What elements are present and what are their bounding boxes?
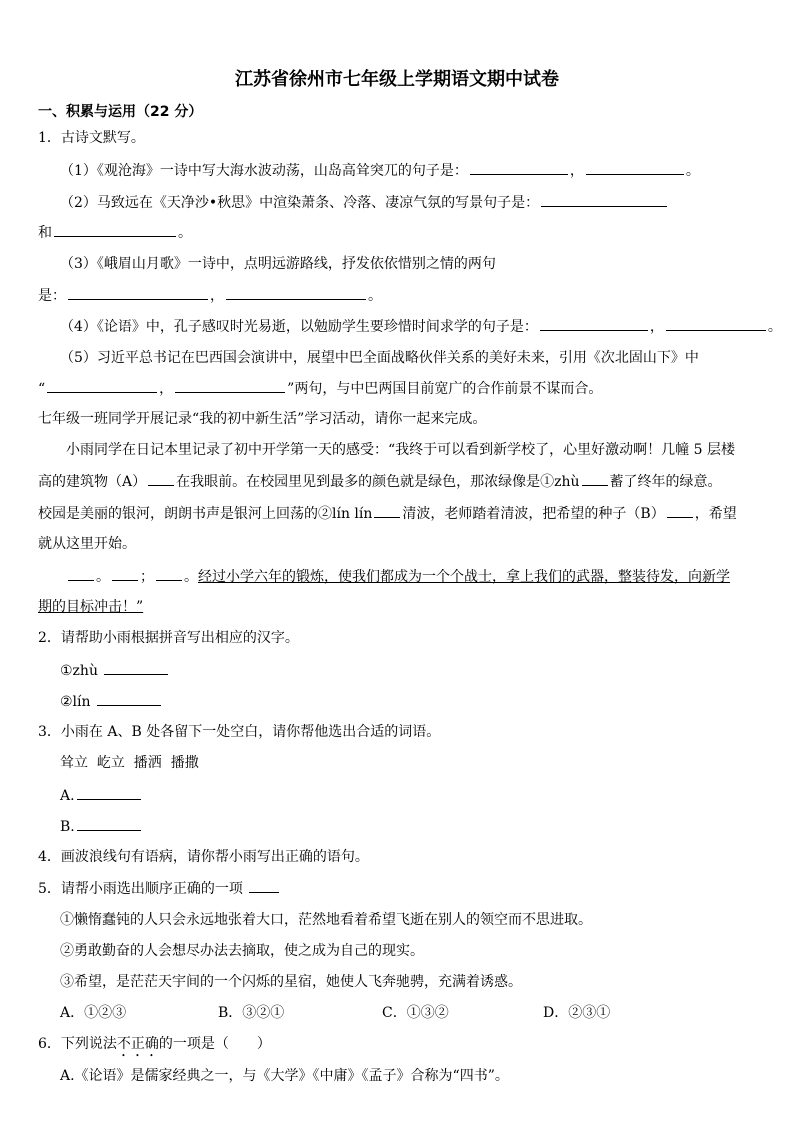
question-1-item-4: （4）《论语》中，孔子感叹时光易逝，以勉励学生要珍惜时间求学的句子是： ， 。 — [60, 316, 794, 337]
question-3-heading: 3．小雨在 A、B 处各留下一处空白，请你帮他选出合适的词语。 — [38, 724, 441, 740]
question-1-item-5-cont: “ ， ”两句，与中巴两国目前宽广的合作前景不谋而合。 — [38, 378, 794, 399]
answer-blank[interactable] — [47, 378, 157, 393]
page-title: 江苏省徐州市七年级上学期语文期中试卷 — [235, 69, 559, 90]
answer-blank[interactable] — [175, 378, 285, 393]
question-1-item-3-cont: 是： ， 。 — [38, 285, 794, 306]
answer-blank[interactable] — [249, 878, 279, 893]
question-1-item-3: （3）《峨眉山月歌》一诗中，点明远游路线，抒发依依惜别之情的两句 — [60, 256, 496, 272]
passage-line-1: 小雨同学在日记本里记录了初中开学第一天的感受：“我终于可以看到新学校了，心里好激动啊！几幢 5 层楼 — [66, 442, 735, 458]
question-2-heading: 2．请帮助小雨根据拼音写出相应的汉字。 — [38, 630, 299, 646]
answer-blank[interactable] — [68, 566, 94, 581]
answer-blank[interactable] — [374, 503, 400, 518]
answer-blank[interactable] — [582, 471, 608, 486]
answer-blank[interactable] — [97, 691, 161, 706]
activity-intro: 七年级一班同学开展记录“我的初中新生活”学习活动，请你一起来完成。 — [38, 411, 487, 427]
option-a[interactable]: A．①②③ — [60, 1005, 127, 1021]
question-2-a: ①zhù — [60, 660, 794, 681]
question-2-b: ②lín — [60, 691, 794, 712]
answer-blank[interactable] — [586, 160, 684, 175]
question-4-heading: 4．画波浪线句有语病，请你帮小雨写出正确的语句。 — [38, 849, 369, 865]
question-6-option-a[interactable]: A.《论语》是儒家经典之一，与《大学》《中庸》《孟子》合称为“四书”。 — [60, 1068, 509, 1084]
answer-blank[interactable] — [148, 471, 174, 486]
answer-blank[interactable] — [666, 316, 766, 331]
emphasis-text: 不正确 — [116, 1036, 159, 1052]
option-b[interactable]: B．③②① — [218, 1005, 285, 1021]
passage-line-4: 就从这里开始。 — [38, 536, 136, 552]
answer-blank[interactable] — [54, 222, 176, 237]
section-heading: 一、积累与运用（22 分） — [38, 104, 203, 120]
question-1-heading: 1．古诗文默写。 — [38, 130, 145, 146]
answer-blank[interactable] — [541, 192, 667, 207]
answer-blank[interactable] — [68, 285, 208, 300]
question-3-b: B. — [60, 816, 794, 837]
question-1-item-1: （1）《观沧海》一诗中写大海水波动荡，山岛高耸突兀的句子是： ， 。 — [60, 160, 794, 181]
question-5-heading: 5．请帮小雨选出顺序正确的一项 — [38, 878, 794, 899]
answer-blank[interactable] — [104, 660, 168, 675]
question-5-sentence-1: ①懒惰蠢钝的人只会永远地张着大口，茫然地看着希望飞逝在别人的领空而不思进取。 — [60, 912, 592, 928]
passage-line-5: 。 ； 。经过小学六年的锻炼，使我们都成为一个个战士，拿上我们的武器，整装待发，向新学 — [66, 566, 794, 587]
answer-blank[interactable] — [112, 566, 138, 581]
question-5-sentence-3: ③希望，是茫茫天宇间的一个闪烁的星宿，她使人飞奔驰骋，充满着诱惑。 — [60, 974, 522, 990]
answer-blank[interactable] — [667, 503, 693, 518]
answer-blank[interactable] — [77, 816, 141, 831]
answer-blank[interactable] — [156, 566, 182, 581]
option-d[interactable]: D．②③① — [543, 1005, 611, 1021]
question-1-item-5: （5）习近平总书记在巴西国会演讲中，展望中巴全面战略伙伴关系的美好未来，引用《次北固山下》中 — [60, 350, 699, 366]
answer-blank[interactable] — [470, 160, 568, 175]
question-1-item-2: （2）马致远在《天净沙•秋思》中渲染萧条、冷落、凄凉气氛的写景句子是： — [60, 192, 794, 213]
passage-line-6: 期的目标冲击！” — [38, 599, 144, 615]
answer-blank[interactable] — [540, 316, 648, 331]
option-c[interactable]: C．①③② — [382, 1005, 449, 1021]
question-6-heading: 6．下列说法不正确的一项是（ ） — [38, 1036, 271, 1052]
question-3-a: A. — [60, 785, 794, 806]
passage-line-2: 高的建筑物（A） 在我眼前。在校园里见到最多的颜色就是绿色，那浓绿像是①zhù 蓄了终年的绿意。 — [38, 471, 794, 492]
passage-line-3: 校园是美丽的银河，朗朗书声是银河上回荡的②lín lín 清波，老师踏着清波，把希望的种子（B） ，希望 — [38, 503, 794, 524]
question-1-item-2-cont: 和 。 — [38, 222, 794, 243]
wavy-sentence: 经过小学六年的锻炼，使我们都成为一个个战士，拿上我们的武器，整装待发，向新学 — [198, 569, 730, 585]
answer-blank[interactable] — [226, 285, 366, 300]
question-5-sentence-2: ②勇敢勤奋的人会想尽办法去摘取，使之成为自己的现实。 — [60, 943, 424, 959]
answer-blank[interactable] — [77, 785, 141, 800]
question-3-words: 耸立 屹立 播洒 播撒 — [60, 755, 199, 771]
